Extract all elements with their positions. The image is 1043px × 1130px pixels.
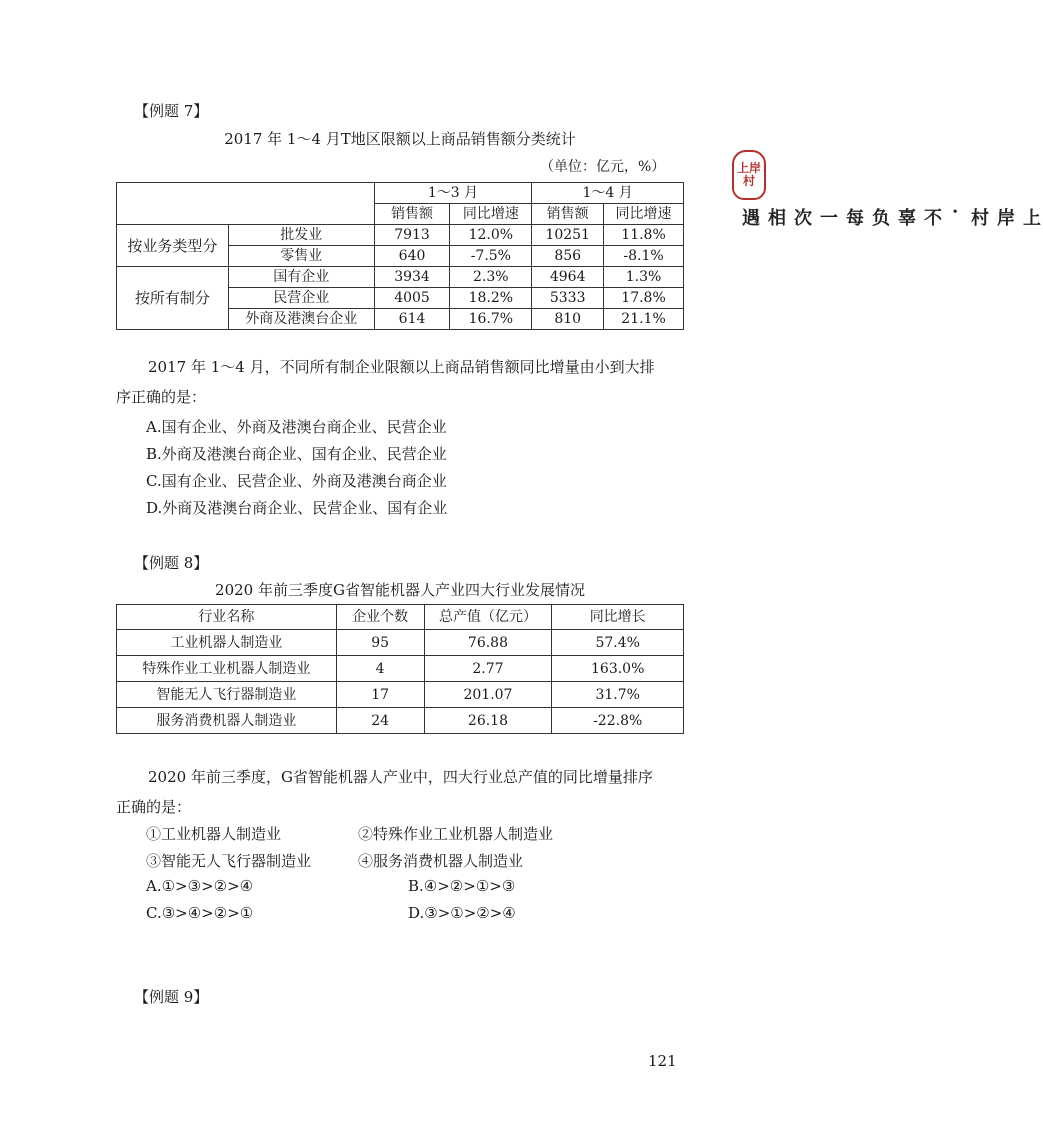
header-cell: 总产值（亿元） (424, 605, 552, 630)
question-line: 序正确的是： (116, 388, 207, 406)
table-row (117, 682, 684, 708)
example8-title: 2020 年前三季度G省智能机器人产业四大行业发展情况 (215, 581, 585, 599)
statement-item: ①工业机器人制造业 (146, 825, 282, 843)
cell: 640 (374, 246, 450, 267)
cell: 31.7% (552, 682, 684, 708)
option-c: C.③>④>②>① (146, 904, 254, 922)
example9-label: 【例题 9】 (134, 988, 209, 1006)
row-name: 民营企业 (228, 288, 374, 309)
option-b: B.外商及港澳台商企业、国有企业、民营企业 (146, 445, 447, 463)
table-row (117, 630, 684, 656)
cell: 11.8% (604, 225, 684, 246)
cell: 201.07 (424, 682, 552, 708)
group-label: 按业务类型分 (117, 225, 229, 267)
header-period2: 1～4 月 (532, 183, 684, 204)
brand-slogan: 上岸村·不辜负每一次相遇 (739, 208, 1041, 228)
cell: 5333 (532, 288, 604, 309)
cell: 2.77 (424, 656, 552, 682)
brand-logo (732, 150, 766, 200)
option-a: A.国有企业、外商及港澳台商企业、民营企业 (146, 418, 447, 436)
table-row (117, 225, 684, 246)
header-period1: 1～3 月 (374, 183, 532, 204)
example8-label: 【例题 8】 (134, 554, 209, 572)
question-line: 正确的是： (116, 798, 192, 816)
example7-title: 2017 年 1～4 月T地区限额以上商品销售额分类统计 (224, 130, 576, 148)
cell: -7.5% (450, 246, 532, 267)
cell: 3934 (374, 267, 450, 288)
option-a: A.①>③>②>④ (146, 877, 254, 895)
cell: 24 (336, 708, 424, 734)
cell: 17 (336, 682, 424, 708)
cell: 810 (532, 309, 604, 330)
header-sales: 销售额 (532, 204, 604, 225)
row-name: 外商及港澳台企业 (228, 309, 374, 330)
statement-item: ②特殊作业工业机器人制造业 (358, 825, 554, 843)
row-name: 零售业 (228, 246, 374, 267)
logo-text-top: 上岸 (736, 161, 761, 175)
cell: 163.0% (552, 656, 684, 682)
example7-label: 【例题 7】 (134, 102, 209, 120)
cell: 18.2% (450, 288, 532, 309)
header-cell: 企业个数 (336, 605, 424, 630)
cell: 4 (336, 656, 424, 682)
cell: 4005 (374, 288, 450, 309)
example7-unit: （单位：亿元，%） (540, 159, 666, 175)
statement-item: ④服务消费机器人制造业 (358, 852, 524, 870)
cell: 856 (532, 246, 604, 267)
cell: 16.7% (450, 309, 532, 330)
example7-table (116, 182, 684, 330)
cell: 17.8% (604, 288, 684, 309)
page-number: 121 (648, 1052, 677, 1070)
statement-item: ③智能无人飞行器制造业 (146, 852, 312, 870)
logo-text-bottom: 村 (742, 174, 755, 188)
example7-question (116, 352, 696, 412)
cell: 95 (336, 630, 424, 656)
option-d: D.外商及港澳台商企业、民营企业、国有企业 (146, 499, 448, 517)
row-name: 特殊作业工业机器人制造业 (117, 656, 337, 682)
question-line: 2017 年 1～4 月，不同所有制企业限额以上商品销售额同比增量由小到大排 (148, 358, 655, 376)
row-name: 智能无人飞行器制造业 (117, 682, 337, 708)
cell: 10251 (532, 225, 604, 246)
header-cell: 同比增长 (552, 605, 684, 630)
cell: 57.4% (552, 630, 684, 656)
header-growth: 同比增速 (450, 204, 532, 225)
option-b: B.④>②>①>③ (408, 877, 516, 895)
row-name: 服务消费机器人制造业 (117, 708, 337, 734)
header-sales: 销售额 (374, 204, 450, 225)
table-row (117, 708, 684, 734)
cell: 4964 (532, 267, 604, 288)
cell: 614 (374, 309, 450, 330)
question-line: 2020 年前三季度，G省智能机器人产业中，四大行业总产值的同比增量排序 (148, 768, 653, 786)
cell: 76.88 (424, 630, 552, 656)
group-label: 按所有制分 (117, 267, 229, 330)
header-growth: 同比增速 (604, 204, 684, 225)
cell: 26.18 (424, 708, 552, 734)
cell: 1.3% (604, 267, 684, 288)
cell: -22.8% (552, 708, 684, 734)
option-d: D.③>①>②>④ (408, 904, 516, 922)
row-name: 工业机器人制造业 (117, 630, 337, 656)
cell: 2.3% (450, 267, 532, 288)
table-corner (117, 183, 375, 225)
table-row (117, 656, 684, 682)
cell: 21.1% (604, 309, 684, 330)
example8-question (116, 762, 696, 822)
cell: -8.1% (604, 246, 684, 267)
example8-table (116, 604, 684, 734)
row-name: 批发业 (228, 225, 374, 246)
option-c: C.国有企业、民营企业、外商及港澳台商企业 (146, 472, 447, 490)
header-cell: 行业名称 (117, 605, 337, 630)
table-row (117, 267, 684, 288)
cell: 12.0% (450, 225, 532, 246)
cell: 7913 (374, 225, 450, 246)
row-name: 国有企业 (228, 267, 374, 288)
